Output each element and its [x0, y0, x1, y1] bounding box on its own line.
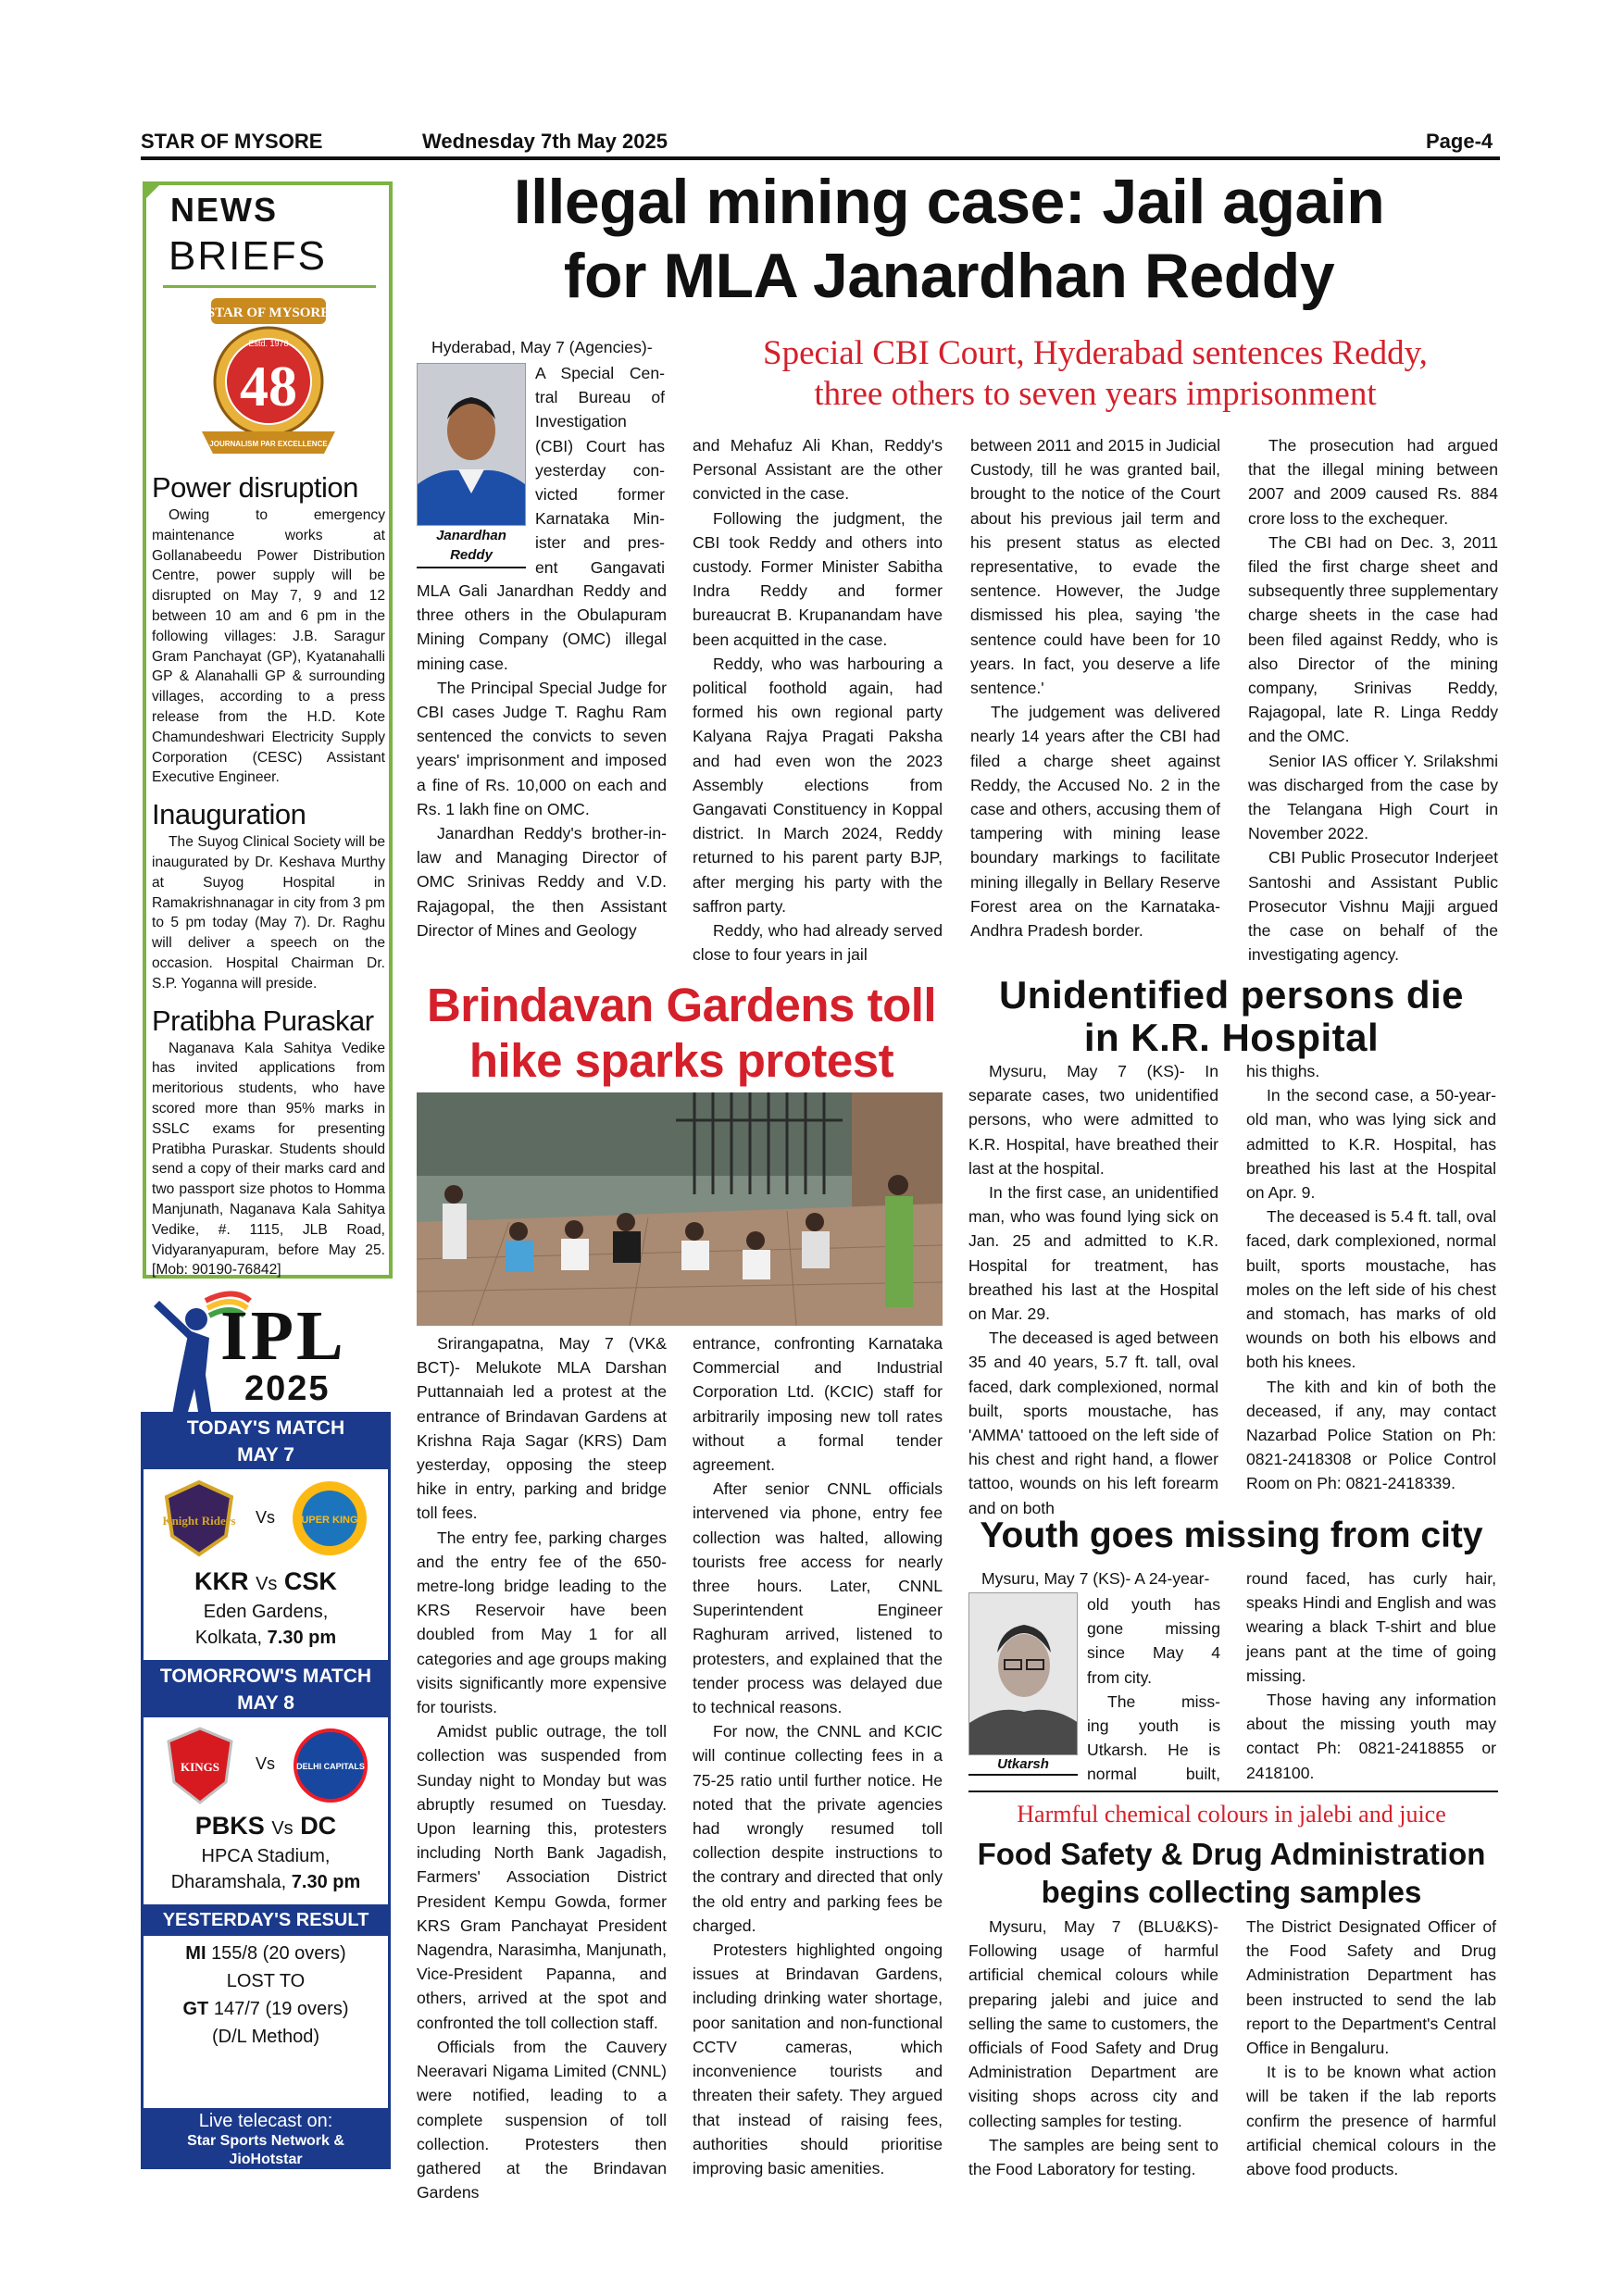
brief-heading: Power disruption	[152, 471, 358, 504]
tomorrow-time: 7.30 pm	[291, 1872, 361, 1892]
vs-label: Vs	[256, 1754, 276, 1773]
briefs-list	[152, 472, 385, 1280]
svg-text:DELHI CAPITALS: DELHI CAPITALS	[296, 1762, 365, 1771]
svg-text:STAR OF MYSORE: STAR OF MYSORE	[206, 306, 331, 320]
unidentified-col1: Mysuru, May 7 (KS)- In separate cases, two unidentified persons, who were admitted to K.R. Hospital, have breathed their last at the hospital. In the first case, an unidentified man, who was found lying sick on Jan. 25 and admitted to K.R. Hospital for treatment, has breathed his last at the Hospital on Mar. 29. The deceased is aged between 35 and 40 years, 5.7 ft. tall, oval faced, dark complexioned, normal built, sports moustache, has 'AMMA' tattooed on the left side of his chest and right hand, a flower tattoo, wounds on his left forearm and on both	[968, 1062, 1218, 1517]
today-match-label: TODAY'S MATCH	[186, 1417, 345, 1439]
today-team2: CSK	[283, 1567, 337, 1595]
dc-logo	[289, 1725, 372, 1806]
today-team1: KKR	[194, 1567, 249, 1595]
result-team2: GT	[182, 1999, 209, 2019]
caption-rule	[417, 567, 526, 568]
brief-item	[152, 472, 385, 788]
pbks-logo	[159, 1725, 241, 1806]
brindavan-headline-line1: Brindavan Gardens toll	[426, 979, 937, 1031]
food-kicker: Harmful chemical colours in jalebi and juice	[1017, 1801, 1446, 1828]
tomorrow-match-label: TOMORROW'S MATCH	[159, 1666, 372, 1687]
food-headline	[963, 1835, 1500, 1911]
utkarsh-photo	[968, 1592, 1078, 1755]
kkr-logo	[157, 1477, 241, 1560]
star-of-mysore-48-logo	[185, 294, 352, 465]
ipl-title: IPL	[220, 1297, 346, 1375]
unidentified-headline-line1: Unidentified persons die	[998, 973, 1465, 1017]
janardhan-reddy-photo	[417, 363, 526, 526]
brief-item	[152, 799, 385, 993]
svg-text:KINGS: KINGS	[181, 1760, 219, 1774]
brief-heading: Pratibha Puraskar	[152, 1004, 374, 1037]
result-method: (D/L Method)	[212, 2027, 319, 2047]
lead-col3: between 2011 and 2015 in Judicial Custody, till he was granted bail, brought to the notice of the Court about his previous jail term and his present status as elected representative, to evade the sentence. However, the Judge dismissed his plea, saying 'the sentence could have been for 10 years. In fact, you deserve a life sentence.' The judgement was delivered nearly 14 years after the CBI had filed a charge sheet against Reddy, the Accused No. 2 in the case and others, accusing them of tampering with mining lease boundary markings to facilitate mining illegally in Bellary Reserve Forest area on the Karnataka-Andhra Pradesh border.	[970, 436, 1220, 941]
brief-body: Owing to emergency maintenance works at Gollanabeedu Power Distribution Centre, power supply will be disrupted on May 7, 9 and 12 between 10 am and 6 pm in the following villages: J.B. Saragur Gram Panchayat (GP), Kyatanahalli GP & Alanahalli GP & surrounding villages, according to a press release from the H.D. Kote Chamundeshwari Electricity Supply Corporation (CESC) Assistant Executive Engineer.	[152, 507, 385, 786]
svg-text:Estd. 1978: Estd. 1978	[248, 339, 289, 348]
utkarsh-photo-caption: Utkarsh	[968, 1755, 1078, 1776]
briefs-title-top: NEWS	[170, 191, 278, 229]
tomorrow-venue-line2: Dharamshala,	[170, 1872, 287, 1892]
result-score2: 147/7 (19 overs)	[213, 1999, 349, 2019]
unidentified-col2: his thighs. In the second case, a 50-year-old man, who was lying sick and admitted to K.R. Hospital, has breathed his last at the Hospital on Apr. 9. The deceased is 5.4 ft. tall, oval faced, dark complexioned, normal built, sports moustache, has moles on the left side of his chest and stomach, has marks of old wounds on both his elbows and both his knees. The kith and kin of both the deceased, if any, may contact Nazarbad Police Station on Ph: 0821-2418308 or Police Control Room on Ph: 0821-2418339.	[1246, 1062, 1496, 1493]
lead-sub-line1: Special CBI Court, Hyderabad sentences Reddy,	[763, 334, 1428, 372]
issue-date: Wednesday 7th May 2025	[422, 130, 668, 153]
telecast-line1: Star Sports Network &	[187, 2133, 344, 2149]
youth-col1-wrap: old youth has gone missing since May 4 from city. The miss- ing youth is Utkarsh. He is normal built,	[1087, 1595, 1220, 1784]
today-teams	[141, 1567, 391, 1596]
tomorrow-team1: PBKS	[194, 1812, 265, 1840]
janardhan-photo-caption: Janardhan Reddy	[436, 528, 506, 563]
food-headline-line1: Food Safety & Drug Administration	[977, 1837, 1486, 1871]
food-col1: Mysuru, May 7 (BLU&KS)- Following usage of harmful artificial chemical colours while preparing jalebi and juice and selling the same to customers, the officials of Food Safety and Drug Administration Department are visiting shops across city and collecting samples for testing. The samples are being sent to the Food Laboratory for testing.	[968, 1917, 1218, 2179]
paper-name: STAR OF MYSORE	[141, 130, 323, 153]
lead-col1-rest: MLA Gali Janardhan Reddy and three others in the Obulapuram Mining Company (OMC) illegal mining case. The Principal Special Judge for CBI cases Judge T. Raghu Ram sentenced the convicts to seven years' imprisonment and imposed a fine of Rs. 10,000 on each and Rs. 1 lakh fine on OMC. Janardhan Reddy's brother-in-law and Managing Director of OMC Srinivas Reddy and V.D. Rajagopal, the then Assistant Director of Mines and Geology	[417, 581, 667, 940]
brindavan-headline	[413, 978, 950, 1089]
brief-body: Naganava Kala Sahitya Vedike has invited applications from meritorious students, who have scored more than 95% marks in SSLC exams for presenting Pratibha Puraskar. Students should send a copy of their marks card and two passport size photos to Homma Manjunath, Naganava Kala Sahitya Vedike, #. 1115, JLB Road, Vidyaranyapuram, before May 25. [Mob: 90190-76842]	[152, 1040, 385, 1279]
lead-headline-line2: for MLA Janardhan Reddy	[563, 241, 1335, 311]
csk-logo	[287, 1477, 372, 1560]
today-time: 7.30 pm	[267, 1628, 337, 1648]
tomorrow-teams	[141, 1812, 391, 1841]
tomorrow-match-date: MAY 8	[237, 1692, 294, 1714]
yesterday-result-banner	[141, 1904, 391, 1936]
ipl-year: 2025	[244, 1369, 331, 1408]
today-venue-line1: Eden Gardens,	[203, 1602, 329, 1622]
result-score1: 155/8 (20 overs)	[211, 1943, 346, 1964]
brindavan-protest-photo	[417, 1092, 943, 1326]
youth-headline: Youth goes missing from city	[980, 1516, 1483, 1555]
lead-headline-line1: Illegal mining case: Jail again	[513, 167, 1385, 237]
briefs-title-rule	[163, 285, 376, 288]
brief-heading: Inauguration	[152, 798, 306, 831]
brief-item	[152, 1005, 385, 1281]
food-top-rule	[968, 1791, 1498, 1792]
unidentified-headline-line2: in K.R. Hospital	[1083, 1016, 1380, 1059]
tomorrow-team2: DC	[300, 1812, 337, 1840]
lead-col2: and Mehafuz Ali Khan, Reddy's Personal Assistant are the other convicted in the case. Following the judgment, the CBI took Reddy and others into custody. Former Minister Sabitha Indra Reddy and former bureaucrat B. Krupanandam have been acquitted in the case. Reddy, who was harbouring a political foothold again, had formed his own regional party Kalyana Rajya Pragati Paksha and had even won the 2023 Assembly elections from Gangavati Constituency in Koppal district. In March 2024, Reddy returned to his parent party BJP, after merging his party with the saffron party. Reddy, who had already served close to four years in jail	[693, 436, 943, 965]
food-col2: The District Designated Officer of the Food Safety and Drug Administration Department has been instructed to send the lab report to the Department's Central Office in Bengaluru. It is to be known what action will be taken if the lab reports confirm the presence of harmful artificial chemical colours in the above food products.	[1246, 1917, 1496, 2179]
telecast-line2: JioHotstar	[229, 2152, 303, 2167]
youth-dateline: Mysuru, May 7 (KS)- A 24-year-	[981, 1569, 1210, 1588]
today-match-banner	[141, 1412, 391, 1469]
unidentified-headline	[963, 974, 1500, 1059]
briefs-corner-triangle	[143, 181, 163, 202]
svg-text:JOURNALISM PAR EXCELLENCE: JOURNALISM PAR EXCELLENCE	[209, 440, 328, 448]
page-number: Page-4	[1426, 130, 1493, 153]
youth-col2: round faced, has curly hair, speaks Hindi and English and was wearing a black T-shirt and blue jeans pant at the time of going missing. Those having any information about the missing youth may contact Ph: 0821-2418855 or 2418100.	[1246, 1569, 1496, 1782]
brief-body: The Suyog Clinical Society will be inaugurated by Dr. Keshava Murthy at Suyog Hospital in Ramakrishnanagar in city from 3 pm to 5 pm today (May 7). Dr. Raghu will deliver a speech on the occasion. Hospital Chairman Dr. S.P. Yoganna will preside.	[152, 834, 385, 992]
vs-small: Vs	[271, 1818, 294, 1839]
yesterday-result-label: YESTERDAY'S RESULT	[162, 1910, 369, 1930]
result-lost: LOST TO	[226, 1971, 306, 1991]
lead-col1-wrap: A Special Cen- tral Bureau of Investigation (CBI) Court has yesterday con- victed former Karnataka Min- ister and pres- ent Gangavati	[535, 364, 665, 577]
telecast-label: Live telecast on:	[198, 2111, 333, 2131]
lead-col4: The prosecution had argued that the illegal mining between 2007 and 2009 caused Rs. 884 crore loss to the exchequer. The CBI had on Dec. 3, 2011 filed the first charge sheet and subsequently three supplementary charge sheets in the case had been filed against Reddy, who is also Director of the mining company, Srinivas Reddy, Rajagopal, late R. Linga Reddy and the OMC. Senior IAS officer Y. Srilakshmi was discharged from the case by the Telangana High Court in November 2022. CBI Public Prosecutor Inderjeet Santoshi and Assistant Public Prosecutor Vishnu Majji argued the case on behalf of the investigating agency.	[1248, 436, 1498, 965]
vs-label: Vs	[256, 1508, 276, 1527]
yesterday-result	[141, 1940, 391, 2051]
result-team1: MI	[185, 1943, 206, 1964]
brindavan-col1: Srirangapatna, May 7 (VK& BCT)- Melukote MLA Darshan Puttannaiah led a protest at the entrance of Brindavan Gardens at Krishna Raja Sagar (KRS) Dam yesterday, opposing the steep hike in entry, parking and bridge toll fees. The entry fee, parking charges and the entry fee of the 650-metre-long bridge leading to the KRS Reservoir have been doubled from May 1 for all categories and age groups making visits significantly more expensive for tourists. Amidst public outrage, the toll collection was suspended from Sunday night to Monday but was abruptly resumed on Tuesday. Upon learning this, protesters including North Bank Jagadish, Farmers' Association District President Kempu Gowda, former KRS Gram Panchayat President Nagendra, Narasimha, Manjunath, Vice-President Papanna, and others, arrived at the spot and confronted the toll collection staff. Officials from the Cauvery Neeravari Nigama Limited (CNNL) were notified, leading to a complete suspension of toll collection. Protesters then gathered at the Brindavan Gardens	[417, 1334, 667, 2202]
tomorrow-venue	[141, 1843, 391, 1895]
brindavan-headline-line2: hike sparks protest	[468, 1034, 894, 1087]
svg-text:SUPER KINGS: SUPER KINGS	[294, 1515, 365, 1526]
ipl-box	[141, 1282, 391, 2169]
vs-small: Vs	[256, 1574, 278, 1594]
tomorrow-match-banner	[141, 1660, 391, 1717]
lead-subheadline	[693, 333, 1498, 415]
food-headline-line2: begins collecting samples	[1041, 1875, 1422, 1909]
briefs-title-bottom: BRIEFS	[169, 233, 327, 279]
telecast-banner	[141, 2108, 391, 2169]
lead-sub-line2: three others to seven years imprisonment	[814, 375, 1377, 413]
tomorrow-venue-line1: HPCA Stadium,	[201, 1846, 331, 1866]
header-rule	[141, 156, 1500, 160]
today-venue	[141, 1599, 391, 1651]
today-venue-line2: Kolkata,	[194, 1628, 263, 1648]
svg-text:48: 48	[240, 356, 297, 418]
lead-dateline-line: Hyderabad, May 7 (Agencies)-	[431, 338, 653, 356]
brindavan-col2: entrance, confronting Karnataka Commercial and Industrial Corporation Ltd. (KCIC) staff for arbitrarily imposing new toll rates without a formal tender agreement. After senior CNNL officials intervened via phone, entry fee collection was halted, allowing tourists free access for nearly three hours. Later, CNNL Superintendent Engineer Raghuram arrived, listened to protesters, and explained that the tender process was delayed due to technical reasons. For now, the CNNL and KCIC will continue collecting fees in a 75-25 ratio until further notice. He noted that the private agencies had wrongly resumed toll collection despite instructions to the contrary and directed that only the old entry and parking fees be charged. Protesters highlighted ongoing issues at Brindavan Gardens, including drinking water shortage, poor sanitation and non-functional CCTV cameras, which inconvenience tourists and threaten their safety. They argued that instead of raising fees, authorities should prioritise improving basic amenities.	[693, 1334, 943, 2177]
svg-text:Knight Riders: Knight Riders	[162, 1514, 236, 1528]
today-match-date: MAY 7	[237, 1444, 294, 1466]
lead-headline	[398, 165, 1500, 313]
